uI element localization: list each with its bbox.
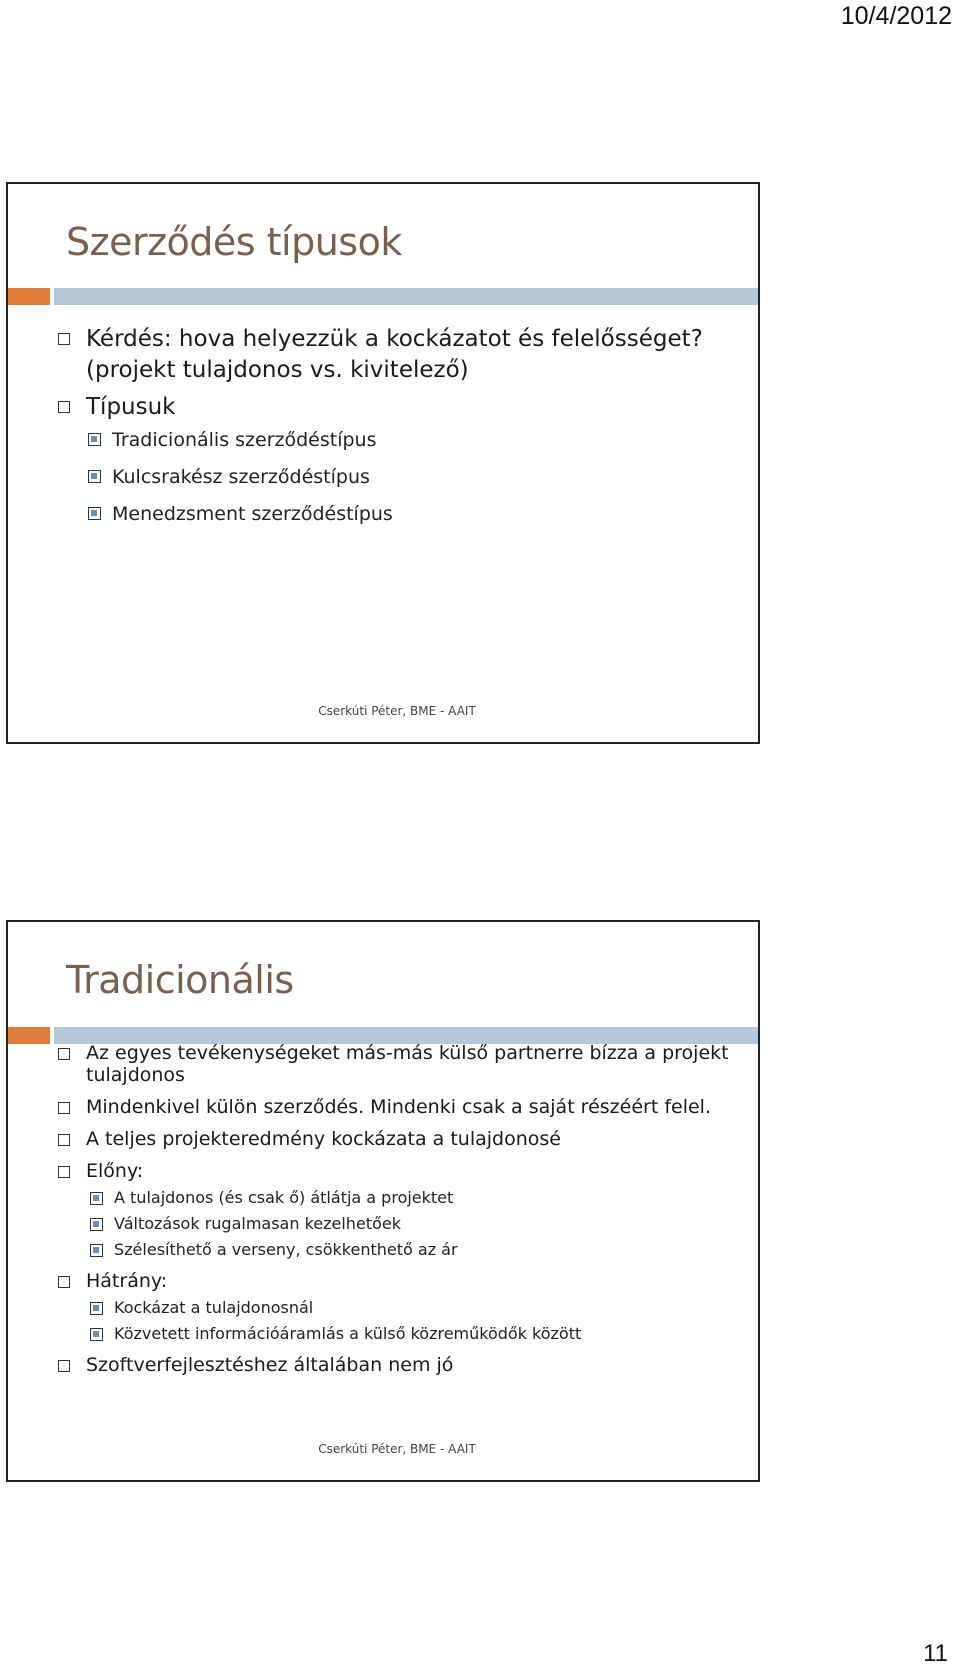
bullet-item [58, 1128, 738, 1150]
sub-bullet-item [88, 464, 738, 490]
bullet-text: Mindenkivel külön szerződés. Mindenki csak a saját részéért felel. [86, 1096, 711, 1118]
square-bullet-icon [58, 1360, 70, 1372]
sub-bullet-item [88, 427, 738, 453]
sub-bullet-item [90, 1240, 738, 1260]
bullet-item [58, 324, 738, 386]
bullet-text: Szoftverfejlesztéshez általában nem jó [86, 1354, 454, 1376]
filled-square-bullet-icon [88, 433, 101, 446]
filled-square-bullet-icon [90, 1192, 103, 1205]
sub-bullet-list [90, 1188, 738, 1260]
page-number: 11 [923, 1640, 948, 1667]
sub-bullet-text: Változások rugalmasan kezelhetőek [114, 1214, 401, 1233]
sub-bullet-text: A tulajdonos (és csak ő) átlátja a projektet [114, 1188, 454, 1207]
square-bullet-icon [58, 1276, 70, 1288]
bullet-item [58, 1270, 738, 1344]
slide-title: Tradicionális [66, 958, 294, 1002]
filled-square-bullet-icon [90, 1328, 103, 1341]
filled-square-bullet-icon [90, 1244, 103, 1257]
bullet-text: Az egyes tevékenységeket más-más külső partnerre bízza a projekt tulajdonos [86, 1042, 729, 1086]
bullet-item [58, 1160, 738, 1260]
filled-square-bullet-icon [90, 1302, 103, 1315]
sub-bullet-text: Közvetett információáramlás a külső közreműködők között [114, 1324, 582, 1343]
sub-bullet-item [90, 1324, 738, 1344]
square-bullet-icon [58, 1048, 70, 1060]
sub-bullet-list [88, 427, 738, 527]
bullet-item [58, 1354, 738, 1376]
sub-bullet-item [90, 1214, 738, 1234]
bullet-item [58, 1042, 738, 1086]
slide-footer: Cserkúti Péter, BME - AAIT [318, 704, 476, 718]
sub-bullet-item [90, 1188, 738, 1208]
filled-square-bullet-icon [88, 470, 101, 483]
square-bullet-icon [58, 1102, 70, 1114]
bullet-text: Előny: [86, 1160, 144, 1182]
bullet-text: Hátrány: [86, 1270, 168, 1292]
sub-bullet-text: Menedzsment szerződéstípus [112, 503, 393, 525]
bullet-list [58, 324, 738, 527]
bullet-text: Típusuk [86, 394, 176, 420]
title-divider-bar [8, 288, 758, 305]
slide-title: Szerződés típusok [66, 220, 402, 264]
title-accent-block [8, 288, 50, 305]
slide-content [58, 1042, 738, 1386]
sub-bullet-text: Tradicionális szerződéstípus [112, 429, 377, 451]
page-date: 10/4/2012 [840, 2, 952, 30]
filled-square-bullet-icon [88, 507, 101, 520]
bullet-item [58, 392, 738, 527]
square-bullet-icon [58, 333, 70, 345]
slide-2 [6, 920, 760, 1482]
sub-bullet-list [90, 1298, 738, 1344]
sub-bullet-text: Kockázat a tulajdonosnál [114, 1298, 314, 1317]
bullet-text: Kérdés: hova helyezzük a kockázatot és felelősséget? (projekt tulajdonos vs. kivitelező) [86, 326, 703, 383]
sub-bullet-text: Szélesíthető a verseny, csökkenthető az ár [114, 1240, 458, 1259]
slide-1 [6, 182, 760, 744]
bullet-item [58, 1096, 738, 1118]
filled-square-bullet-icon [90, 1218, 103, 1231]
slide-content [58, 324, 738, 538]
square-bullet-icon [58, 1134, 70, 1146]
sub-bullet-item [88, 501, 738, 527]
sub-bullet-text: Kulcsrakész szerződéstípus [112, 466, 370, 488]
bullet-text: A teljes projekteredmény kockázata a tulajdonosé [86, 1128, 561, 1150]
title-accent-block [8, 1027, 50, 1044]
square-bullet-icon [58, 401, 70, 413]
title-band [54, 288, 758, 305]
sub-bullet-item [90, 1298, 738, 1318]
bullet-list [58, 1042, 738, 1376]
slide-footer: Cserkúti Péter, BME - AAIT [318, 1442, 476, 1456]
square-bullet-icon [58, 1166, 70, 1178]
